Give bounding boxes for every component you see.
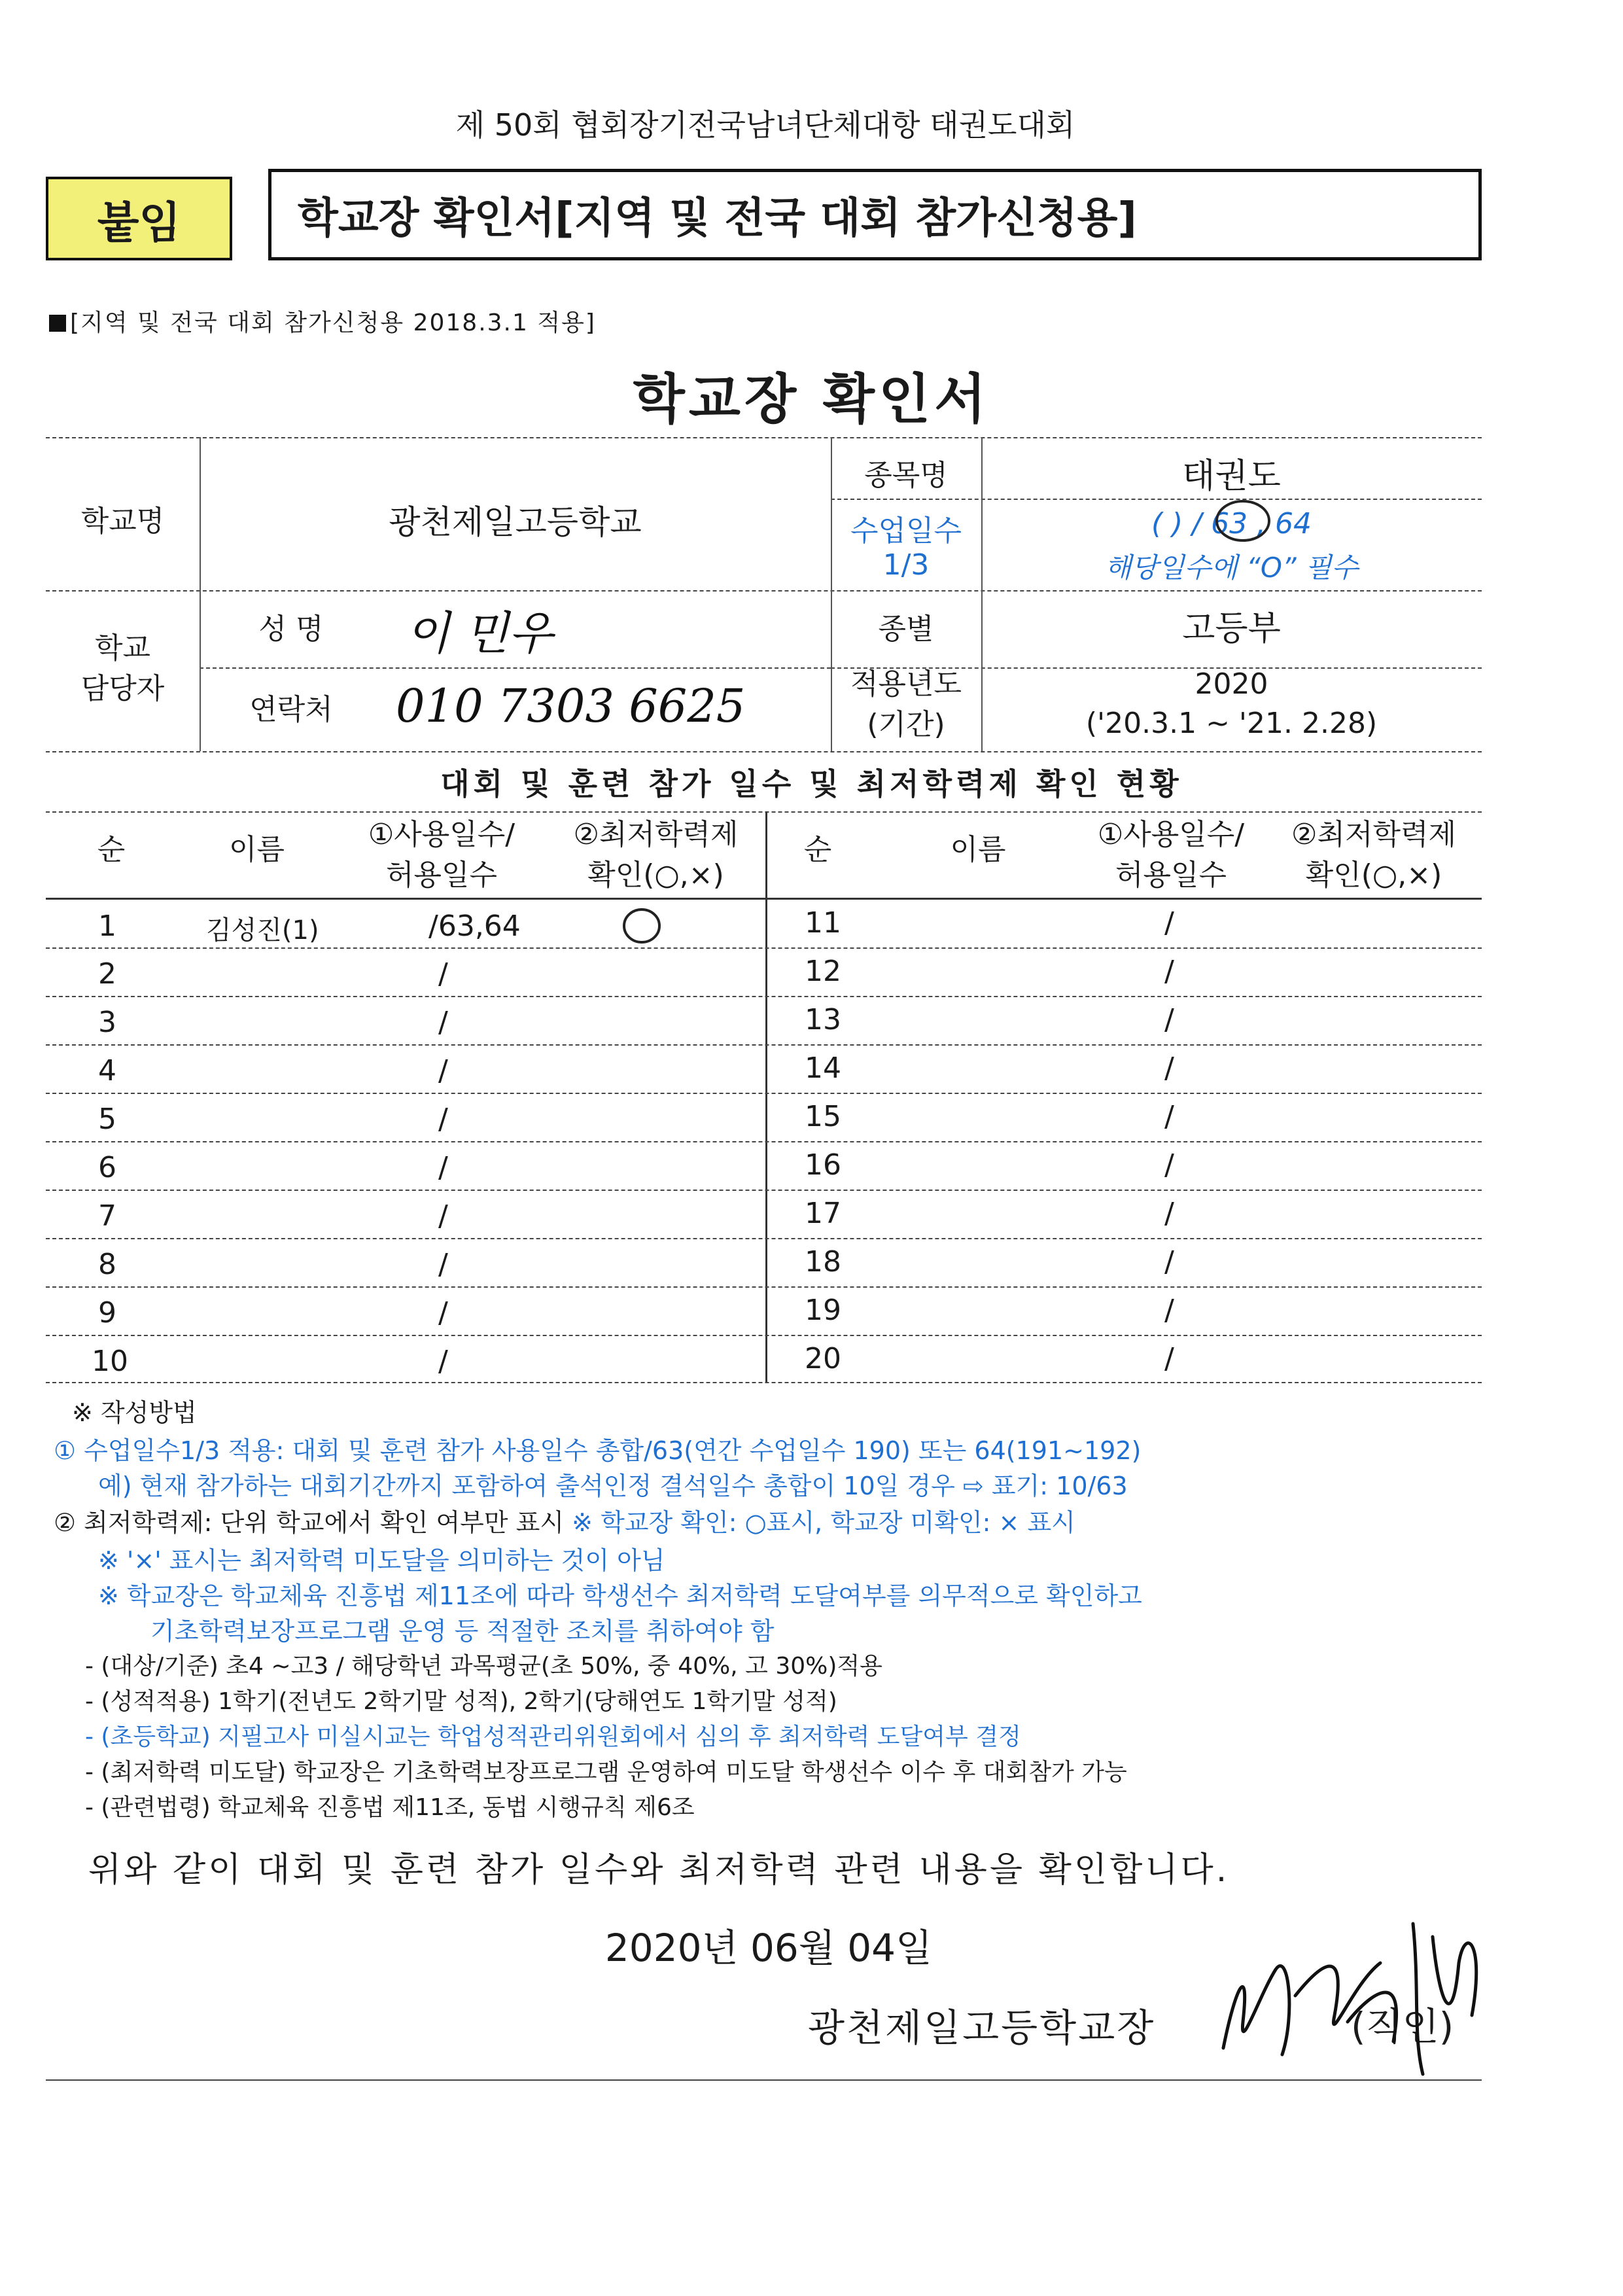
name-value: 이 민우 (406, 607, 553, 660)
note-min-academic-text: ② 최저학력제: 단위 학교에서 확인 여부만 표시 (54, 1508, 565, 1537)
info-vline-1 (200, 437, 201, 751)
row-days: / (1164, 1197, 1174, 1230)
row-days: / (438, 1199, 448, 1233)
row-num: 3 (98, 1006, 116, 1039)
event-label: 종목명 (864, 459, 948, 492)
row-days: /63,64 (428, 910, 521, 943)
year-label (831, 664, 981, 745)
row-divider (46, 1141, 1482, 1142)
row-divider (46, 1093, 1482, 1094)
row-num: 9 (98, 1296, 116, 1330)
row-num: 8 (98, 1248, 116, 1281)
col-days-right-line1: ①사용일수/ (1097, 818, 1245, 851)
note-laws: - (관련법령) 학교체육 진흥법 제11조, 동법 시행규칙 제6조 (85, 1794, 695, 1821)
row-num: 2 (98, 957, 116, 991)
class-days-hint: 해당일수에 “O” 필수 (1104, 552, 1359, 584)
principal-signature (1197, 1884, 1498, 2094)
row-days: / (438, 1054, 448, 1087)
col-min-right (1266, 815, 1482, 896)
year-value: 2020 (1195, 667, 1268, 701)
manager-label-line1: 학교 (94, 631, 150, 665)
table-bottom-border (46, 1382, 1482, 1383)
col-num-left: 순 (97, 833, 126, 866)
row-days: / (1164, 1245, 1174, 1279)
note-principal-duty-cont: 기초학력보장프로그램 운영 등 적절한 조치를 취하여야 함 (150, 1617, 775, 1646)
note-min-academic (54, 1502, 1075, 1538)
note-class-days-example: 예) 현재 참가하는 대회기간까지 포함하여 출석인정 결석일수 총합이 10일 경우 ⇨ 표기: 10/63 (98, 1472, 1128, 1500)
year-label-line1: 적용년도 (850, 667, 962, 701)
row-divider (46, 1335, 1482, 1336)
division-value: 고등부 (1182, 609, 1281, 648)
row-days: / (1164, 1003, 1174, 1036)
school-value: 광천제일고등학교 (389, 503, 642, 541)
info-top-border (46, 437, 1482, 438)
issue-date: 2020년 06월 04일 (604, 1926, 933, 1970)
square-bullet-icon (49, 315, 66, 332)
table-title: 대회 및 훈련 참가 일수 및 최저학력제 확인 현황 (440, 766, 1183, 802)
footer-rule (46, 2079, 1482, 2081)
row-divider (46, 1044, 1482, 1046)
row-days: / (1164, 1051, 1174, 1085)
standard-note-text: [지역 및 전국 대회 참가신청용 2018.3.1 적용] (70, 309, 596, 336)
row-num: 20 (805, 1342, 841, 1375)
row-days: / (438, 1103, 448, 1136)
col-num-right: 순 (803, 833, 832, 866)
col-min-right-line1: ②최저학력제 (1291, 818, 1456, 851)
note-min-academic-mark: ※ 학교장 확인: ○표시, 학교장 미확인: × 표시 (564, 1508, 1075, 1537)
row-days: / (438, 1296, 448, 1330)
division-label: 종별 (878, 612, 934, 646)
row-num: 16 (805, 1148, 841, 1182)
col-days-left (337, 815, 546, 896)
col-days-right-line2: 허용일수 (1115, 858, 1227, 892)
row-divider (46, 1286, 1482, 1288)
col-days-left-line2: 허용일수 (385, 858, 497, 892)
note-elementary: - (초등학교) 지필고사 미실시교는 학업성적관리위원회에서 심의 후 최저학력 도달여부 결정 (85, 1723, 1021, 1750)
table-header-border (46, 898, 1482, 900)
attachment-badge: 붙임 (46, 177, 232, 260)
notes-heading: ※ 작성방법 (72, 1398, 197, 1427)
row-days: / (438, 1248, 448, 1281)
row-num: 18 (805, 1245, 841, 1279)
row-num: 7 (98, 1199, 116, 1233)
row-divider (46, 947, 1482, 949)
school-label: 학교명 (80, 504, 165, 538)
row-name: 김성진(1) (206, 915, 319, 945)
row-days: / (1164, 1148, 1174, 1182)
col-name-right: 이름 (950, 833, 1006, 866)
row-divider (46, 996, 1482, 997)
col-days-left-line1: ①사용일수/ (368, 818, 515, 851)
row-num: 4 (98, 1054, 116, 1087)
row-days: / (438, 957, 448, 991)
info-mid-border (46, 590, 1482, 592)
col-min-left (546, 815, 765, 896)
info-event-divider (831, 499, 1482, 500)
note-x-meaning: ※ '×' 표시는 최저학력 미도달을 의미하는 것이 아님 (98, 1546, 665, 1575)
note-grades: - (성적적용) 1학기(전년도 2학기말 성적), 2학기(당해연도 1학기말 성적) (85, 1688, 837, 1715)
class-days-value: ( ) / 63 , 64 (1151, 507, 1312, 540)
table-top-border (46, 811, 1482, 813)
note-target: - (대상/기준) 초4 ~고3 / 해당학년 과목평균(초 50%, 중 40%, 고 30%)적용 (85, 1653, 882, 1680)
page-heading: 학교장 확인서 (633, 368, 990, 431)
days-63-circle (1213, 497, 1272, 544)
note-principal-duty: ※ 학교장은 학교체육 진흥법 제11조에 따라 학생선수 최저학력 도달여부를 의무적으로 확인하고 (98, 1581, 1142, 1610)
confirmation-text: 위와 같이 대회 및 훈련 참가 일수와 최저학력 관련 내용을 확인합니다. (88, 1850, 1230, 1890)
year-period: ('20.3.1 ~ '21. 2.28) (1085, 707, 1378, 740)
row-divider (46, 1238, 1482, 1239)
row-days: / (1164, 1294, 1174, 1327)
document-title: 학교장 확인서[지역 및 전국 대회 참가신청용] (268, 169, 1482, 260)
row-days: / (1164, 1100, 1174, 1133)
row-num: 12 (805, 955, 841, 988)
class-days-fraction: 1/3 (882, 548, 930, 582)
row-num: 1 (98, 910, 116, 943)
row-num: 15 (805, 1100, 841, 1133)
principal-title: 광천제일고등학교장 (808, 2005, 1156, 2050)
row-num: 13 (805, 1003, 841, 1036)
note-class-days: ① 수업일수1/3 적용: 대회 및 훈련 참가 사용일수 총합/63(연간 수업일수 190) 또는 64(191~192) (54, 1436, 1142, 1465)
row-days: / (1164, 906, 1174, 940)
col-days-right (1073, 815, 1269, 896)
col-min-right-line2: 확인(○,×) (1305, 858, 1442, 892)
row-num: 10 (92, 1345, 128, 1378)
col-min-left-line1: ②최저학력제 (573, 818, 739, 851)
manager-label-line2: 담당자 (80, 672, 165, 705)
row-num: 14 (805, 1051, 841, 1085)
row-num: 19 (805, 1294, 841, 1327)
row-days: / (1164, 1342, 1174, 1375)
official-seal-label: (직인) (1351, 2004, 1454, 2049)
class-days-label: 수업일수 (850, 514, 962, 548)
table-center-divider (765, 811, 767, 1382)
row-confirm-circle (620, 905, 663, 947)
row-divider (46, 1190, 1482, 1191)
contact-value: 010 7303 6625 (396, 679, 746, 733)
event-title: 제 50회 협회장기전국남녀단체대항 태권도대회 (455, 107, 1075, 143)
col-min-left-line2: 확인(○,×) (587, 858, 724, 892)
row-num: 11 (805, 906, 841, 940)
info-manager-divider (200, 667, 831, 669)
row-days: / (438, 1151, 448, 1184)
standard-note (49, 304, 596, 338)
year-label-line2: (기간) (867, 708, 945, 741)
note-not-reached: - (최저학력 미도달) 학교장은 기초학력보장프로그램 운영하여 미도달 학생선수 이수 후 대회참가 가능 (85, 1759, 1127, 1786)
row-num: 17 (805, 1197, 841, 1230)
event-value: 태권도 (1182, 457, 1281, 496)
row-days: / (438, 1006, 448, 1039)
row-num: 5 (98, 1103, 116, 1136)
col-name-left: 이름 (228, 833, 285, 866)
manager-label (46, 628, 200, 709)
contact-label: 연락처 (249, 693, 333, 726)
row-num: 6 (98, 1151, 116, 1184)
name-label: 성 명 (258, 612, 324, 646)
row-days: / (1164, 955, 1174, 988)
row-days: / (438, 1345, 448, 1378)
info-bottom-border (46, 751, 1482, 752)
